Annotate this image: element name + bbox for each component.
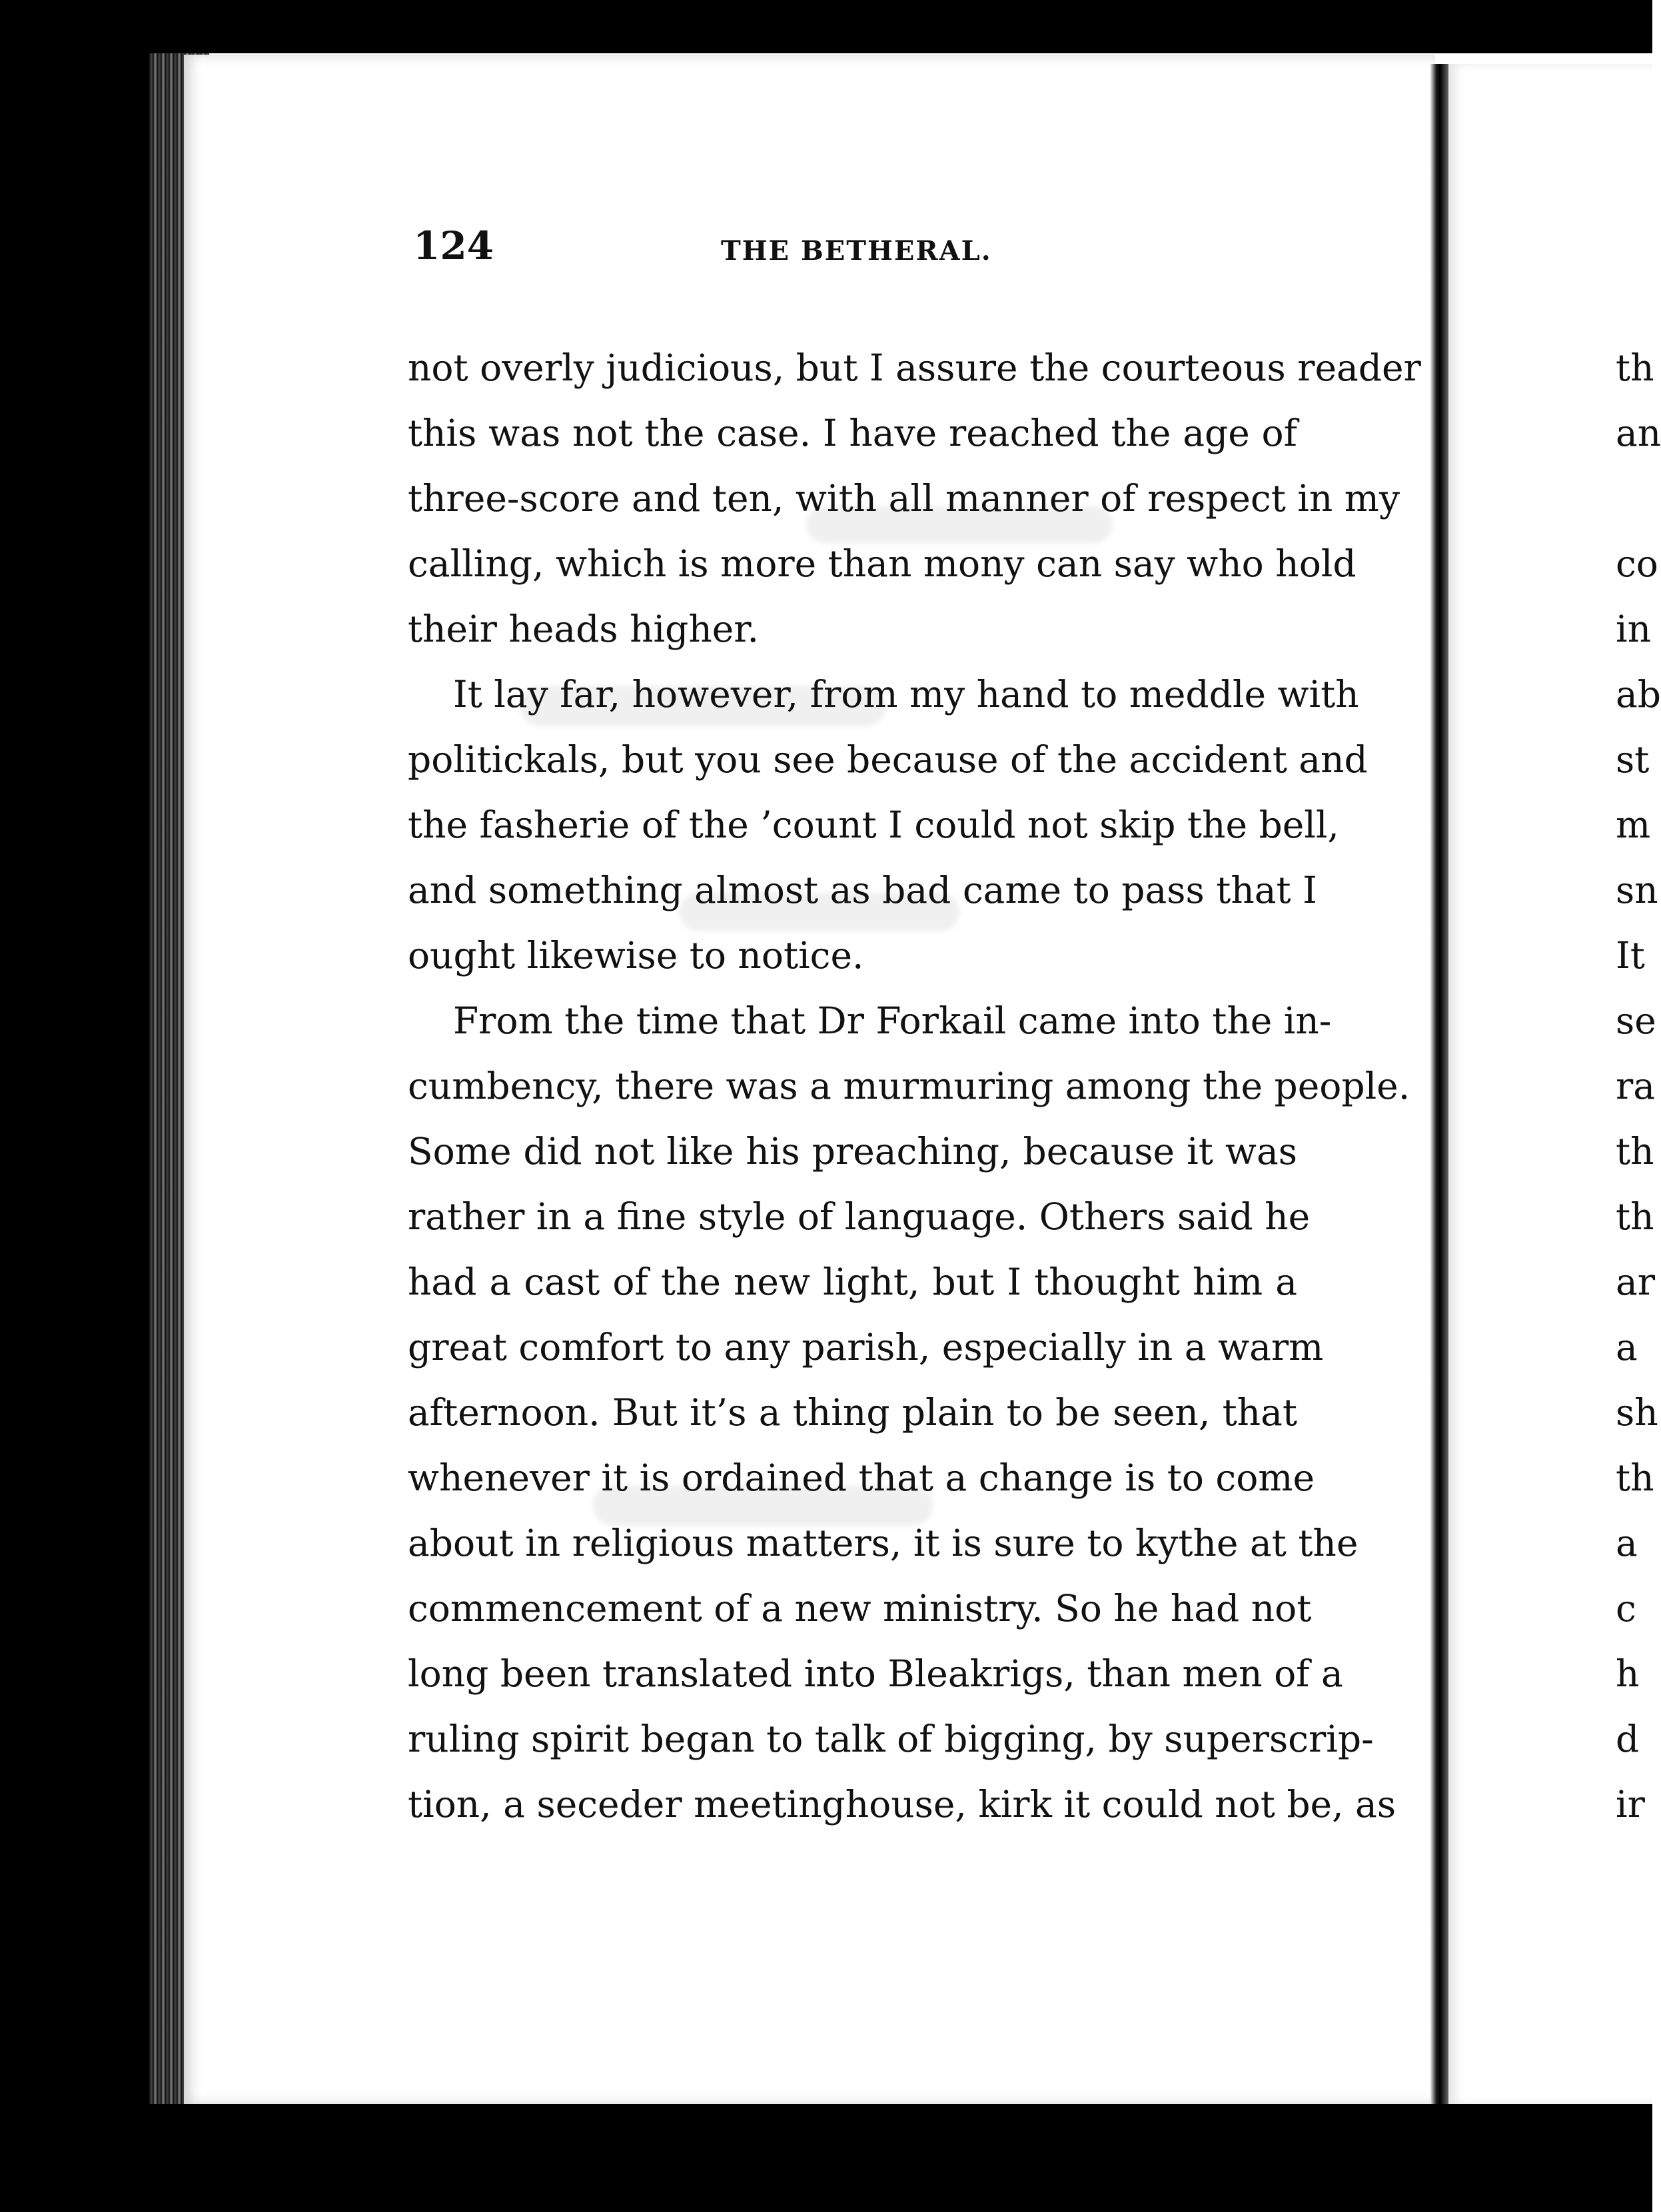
right-page-fragment: sh	[1616, 1391, 1658, 1434]
right-page-fragment: ar	[1616, 1261, 1656, 1303]
right-page-fragment: m	[1616, 804, 1651, 846]
right-page-fragment: sn	[1616, 869, 1658, 911]
text-line: ought likewise to notice.	[408, 934, 864, 977]
text-line: commencement of a new ministry. So he had not	[408, 1587, 1312, 1630]
text-line: politickals, but you see because of the accident and	[408, 738, 1368, 781]
text-line: great comfort to any parish, especially in a warm	[408, 1326, 1324, 1369]
right-page-fragment: th	[1616, 1130, 1654, 1173]
text-line: ruling spirit began to talk of bigging, by superscrip-	[408, 1718, 1374, 1760]
text-line: afternoon. But it’s a thing plain to be seen, that	[408, 1391, 1297, 1434]
right-page-fragment: ir	[1616, 1783, 1645, 1826]
text-line: rather in a fine style of language. Others said he	[408, 1195, 1311, 1238]
text-line: Some did not like his preaching, because it was	[408, 1130, 1297, 1173]
text-line: It lay far, however, from my hand to meddle with	[453, 673, 1359, 716]
right-page-fragment: ra	[1616, 1065, 1656, 1107]
right-page-text-fragments	[1616, 335, 1661, 1837]
page-gutter	[1430, 64, 1448, 2104]
right-page-fragment: a	[1616, 1522, 1638, 1564]
text-line: long been translated into Bleakrigs, than men of a	[408, 1652, 1343, 1695]
right-page-fragment: ab	[1616, 673, 1661, 716]
text-line: had a cast of the new light, but I thought him a	[408, 1261, 1297, 1303]
text-line: the fasherie of the ’count I could not skip the bell,	[408, 804, 1339, 846]
text-line: their heads higher.	[408, 608, 760, 650]
text-line: From the time that Dr Forkail came into the in-	[453, 999, 1332, 1042]
text-line: calling, which is more than mony can say who hold	[408, 542, 1357, 585]
text-line: whenever it is ordained that a change is to come	[408, 1456, 1315, 1499]
text-line: cumbency, there was a murmuring among the people.	[408, 1065, 1410, 1107]
text-line: not overly judicious, but I assure the courteous reader	[408, 346, 1421, 389]
right-page-fragment: an	[1616, 412, 1661, 454]
right-page-fragment: th	[1616, 1456, 1654, 1499]
right-page-fragment: th	[1616, 346, 1654, 389]
text-line: tion, a seceder meetinghouse, kirk it could not be, as	[408, 1783, 1396, 1826]
text-line: and something almost as bad came to pass that I	[408, 869, 1317, 911]
body-text	[408, 335, 1421, 1837]
right-page-fragment: co	[1616, 542, 1658, 585]
text-line: three-score and ten, with all manner of respect in my	[408, 477, 1400, 520]
right-page-fragment: It	[1616, 934, 1645, 977]
right-page-fragment: st	[1616, 738, 1650, 781]
scan-bottom-border	[0, 2104, 1652, 2212]
right-page-fragment: d	[1616, 1718, 1640, 1760]
right-page-fragment: h	[1616, 1652, 1640, 1695]
text-line: about in religious matters, it is sure to kythe at the	[408, 1522, 1359, 1564]
text-line: this was not the case. I have reached the age of	[408, 412, 1297, 454]
right-page-fragment: a	[1616, 1326, 1638, 1369]
right-page-fragment: in	[1616, 608, 1652, 650]
scan-top-border	[0, 0, 1652, 53]
right-page-fragment: se	[1616, 999, 1656, 1042]
right-page-fragment: c	[1616, 1587, 1636, 1630]
page-number: 124	[413, 223, 494, 269]
right-page-fragment	[1616, 466, 1657, 531]
right-page-fragment: th	[1616, 1195, 1654, 1238]
running-head: THE BETHERAL.	[721, 235, 992, 267]
